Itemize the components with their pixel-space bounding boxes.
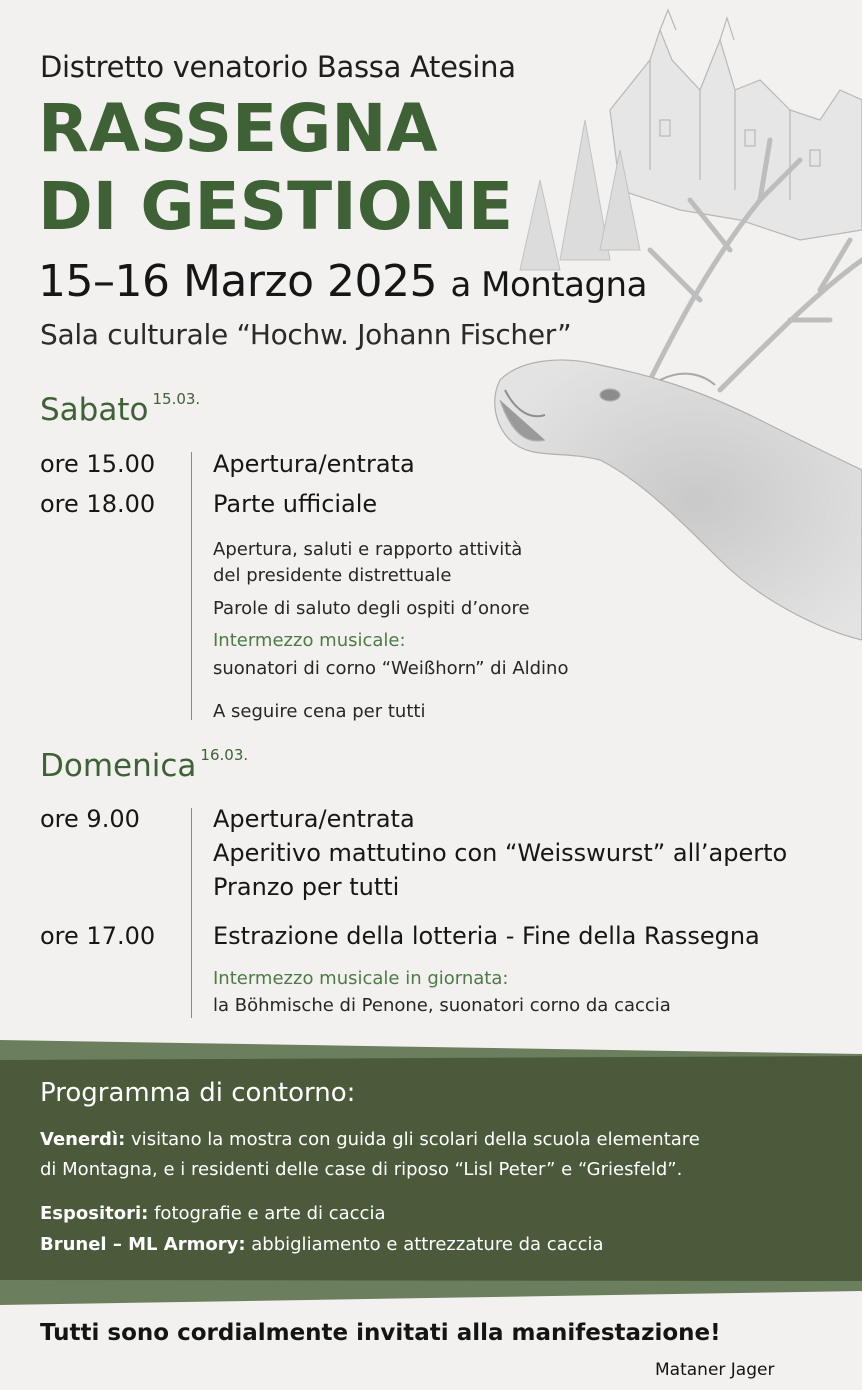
side-program-title: Programma di contorno: (40, 1078, 356, 1108)
event-date-line (38, 256, 647, 307)
sunday-date: 16.03. (200, 746, 249, 764)
sunday-event-2: Aperitivo mattutino con “Weisswurst” all’aperto (213, 839, 788, 867)
event-place: a Montagna (450, 265, 647, 305)
side-program-friday-line2: di Montagna, e i residenti delle case di riposo “Lisl Peter” e “Griesfeld”. (40, 1159, 683, 1180)
sunday-event-4: Estrazione della lotteria - Fine della Rassegna (213, 922, 760, 950)
sunday-heading (40, 748, 248, 784)
saturday-music-label: Intermezzo musicale: (213, 630, 406, 651)
event-dates: 15–16 Marzo 2025 (38, 256, 437, 307)
friday-label: Venerdì: (40, 1129, 126, 1150)
event-title-line2: DI GESTIONE (38, 168, 514, 245)
saturday-detail-1: Apertura, saluti e rapporto attività (213, 539, 523, 560)
side-program-armory (40, 1230, 604, 1260)
sunday-time-1: ore 9.00 (40, 805, 140, 833)
event-title-line1: RASSEGNA (38, 90, 438, 167)
armory-label: Brunel – ML Armory: (40, 1234, 246, 1255)
stag-head-sketch (495, 360, 862, 640)
sunday-event-3: Pranzo per tutti (213, 873, 400, 901)
organization-name: Distretto venatorio Bassa Atesina (40, 50, 516, 84)
saturday-time-1: ore 15.00 (40, 450, 156, 478)
saturday-dinner: A seguire cena per tutti (213, 701, 426, 722)
event-venue: Sala culturale “Hochw. Johann Fischer” (40, 318, 572, 351)
saturday-music-text: suonatori di corno “Weißhorn” di Aldino (213, 658, 569, 679)
saturday-heading (40, 392, 200, 428)
signature: Mataner Jager (655, 1360, 775, 1380)
exhibitors-text: fotografie e arte di caccia (148, 1203, 386, 1224)
saturday-detail-2: del presidente distrettuale (213, 565, 452, 586)
invitation-text: Tutti sono cordialmente invitati alla manifestazione! (40, 1320, 721, 1346)
sunday-time-2: ore 17.00 (40, 922, 156, 950)
sunday-music-text: la Böhmische di Penone, suonatori corno da caccia (213, 995, 671, 1016)
saturday-divider (191, 452, 192, 720)
saturday-event-2: Parte ufficiale (213, 490, 378, 518)
sunday-day: Domenica (40, 748, 197, 784)
armory-text: abbigliamento e attrezzature da caccia (245, 1234, 604, 1255)
sunday-event-1: Apertura/entrata (213, 805, 415, 833)
sunday-music-label: Intermezzo musicale in giornata: (213, 968, 509, 989)
sunday-divider (191, 808, 192, 1018)
saturday-day: Sabato (40, 392, 149, 428)
saturday-date: 15.03. (152, 390, 201, 408)
exhibitors-label: Espositori: (40, 1203, 149, 1224)
side-program-exhibitors (40, 1199, 386, 1229)
side-program-friday-line1 (40, 1125, 700, 1155)
saturday-event-1: Apertura/entrata (213, 450, 415, 478)
friday-text-1: visitano la mostra con guida gli scolari della scuola elementare (125, 1129, 700, 1150)
castle-sketch (610, 10, 862, 240)
saturday-detail-3: Parole di saluto degli ospiti d’onore (213, 598, 530, 619)
saturday-time-2: ore 18.00 (40, 490, 156, 518)
